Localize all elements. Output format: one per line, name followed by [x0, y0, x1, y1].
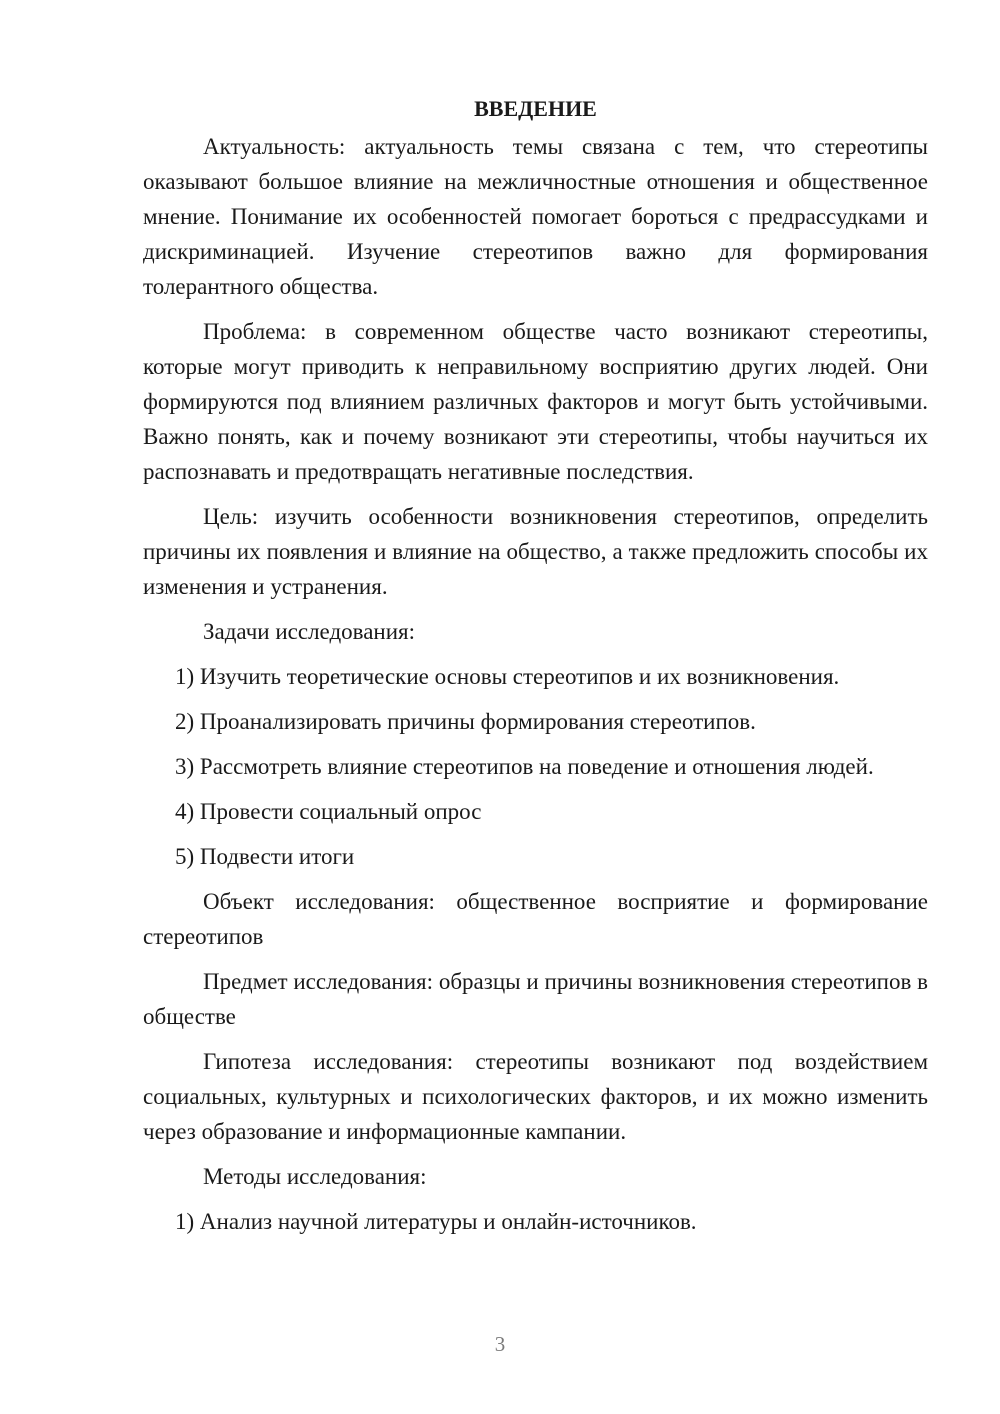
task-item: 5) Подвести итоги	[175, 844, 355, 869]
task-item: 3) Рассмотреть влияние стереотипов на поведение и отношения людей.	[175, 754, 874, 779]
object-paragraph: Объект исследования: общественное восприятие и формирование стереотипов	[143, 889, 928, 949]
hypothesis-paragraph: Гипотеза исследования: стереотипы возникают под воздействием социальных, культурных и психологических факторов, и их можно изменить через образование и информационные кампании.	[143, 1049, 928, 1144]
methods-heading: Методы исследования:	[203, 1164, 427, 1189]
relevance-paragraph: Актуальность: актуальность темы связана с тем, что стереотипы оказывают большое влияние на межличностные отношения и общественное мнение. Понимание их особенностей помогает бороться с предрассудками и дискриминацией. Изучение стереотипов важно для формирования толерантного общества.	[143, 134, 928, 299]
task-item: 1) Изучить теоретические основы стереотипов и их возникновения.	[175, 664, 840, 689]
section-title: ВВЕДЕНИЕ	[474, 96, 597, 121]
page-number: 3	[494, 1332, 506, 1356]
method-item: 1) Анализ научной литературы и онлайн-источников.	[175, 1209, 697, 1234]
goal-paragraph: Цель: изучить особенности возникновения стереотипов, определить причины их появления и влияние на общество, а также предложить способы их изменения и устранения.	[143, 504, 928, 599]
page-content	[143, 94, 928, 1249]
subject-paragraph: Предмет исследования: образцы и причины возникновения стереотипов в обществе	[143, 969, 928, 1029]
problem-paragraph: Проблема: в современном обществе часто возникают стереотипы, которые могут приводить к неправильному восприятию других людей. Они формируются под влиянием различных факторов и могут быть устойчивыми. Важно понять, как и почему возникают эти стереотипы, чтобы научиться их распознавать и предотвращать негативные последствия.	[143, 319, 928, 484]
tasks-heading: Задачи исследования:	[203, 619, 416, 644]
task-item: 2) Проанализировать причины формирования стереотипов.	[175, 709, 756, 734]
task-item: 4) Провести социальный опрос	[175, 799, 482, 824]
